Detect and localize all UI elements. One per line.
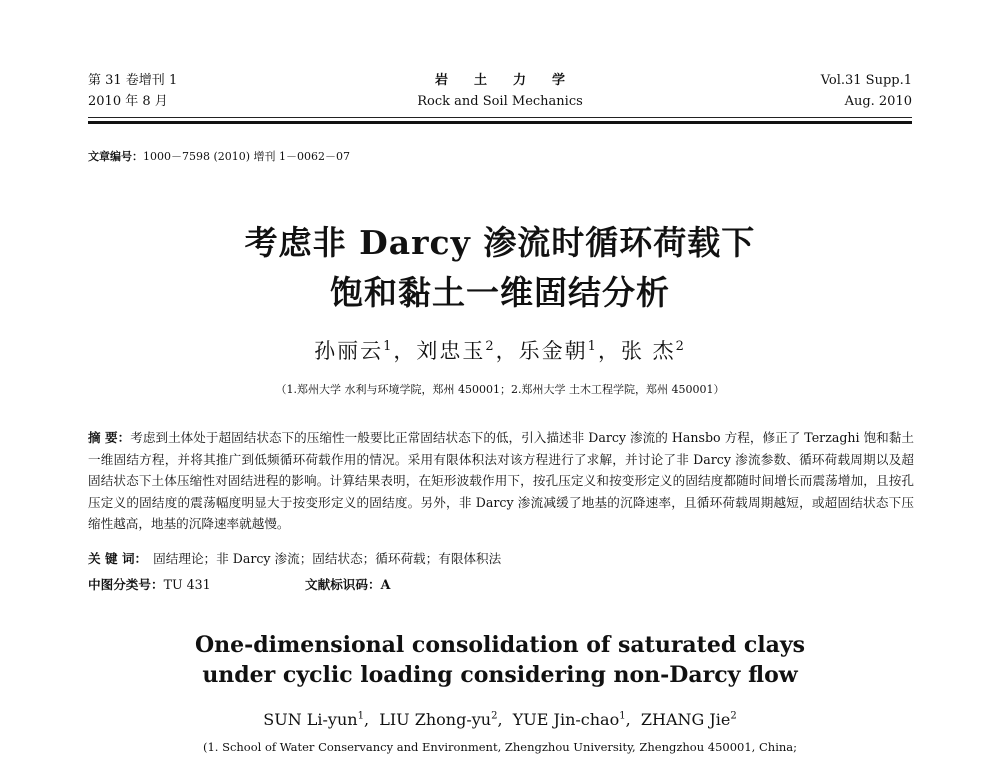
clc-number: [88, 574, 211, 593]
volume-issue-cn: 第 31 卷增刊 1: [88, 73, 178, 88]
header-right: [821, 70, 912, 112]
title-en-line1: One-dimensional consolidation of saturated clays: [194, 632, 806, 658]
author-cn-aff: 2: [485, 339, 496, 354]
volume-issue-en: Vol.31 Supp.1: [820, 73, 912, 88]
author-en-name: YUE Jin-chao: [512, 710, 620, 729]
header-rule-thick: [88, 121, 912, 124]
journal-name-cn: 岩土力学: [434, 73, 591, 88]
author-en-aff: 2: [491, 710, 498, 722]
author-cn-sep: ，: [597, 339, 621, 363]
author-cn-aff: 1: [587, 339, 598, 354]
abstract-label: 摘 要：: [88, 430, 131, 445]
affiliation-cn: （1.郑州大学 水利与环境学院，郑州 450001；2.郑州大学 土木工程学院，郑州 450001）: [275, 383, 725, 396]
document-code-label: 文献标识码：: [305, 577, 381, 592]
date-en: Aug. 2010: [844, 94, 912, 109]
article-number-value: 1000－7598 (2010) 增刊 1－0062－07: [143, 150, 351, 163]
author-cn-aff: 1: [383, 339, 394, 354]
affiliation-en: (1. School of Water Conservancy and Environment, Zhengzhou University, Zhengzhou 450001, China;: [202, 740, 798, 754]
clc-label: 中图分类号：: [88, 577, 164, 592]
title-en-line2: under cyclic loading considering non-Darcy flow: [202, 662, 798, 688]
author-en-aff: 1: [357, 710, 364, 722]
author-en-aff: 2: [730, 710, 737, 722]
document-code-value: A: [380, 577, 391, 592]
journal-name-en: Rock and Soil Mechanics: [417, 94, 583, 109]
author-cn-sep: ，: [393, 339, 417, 363]
author-en-name: SUN Li-yun: [263, 710, 358, 729]
title-en: [0, 630, 1000, 690]
header-rule-thin: [88, 117, 912, 118]
abstract-cn: [88, 427, 914, 535]
author-cn-name: 刘忠玉: [416, 339, 486, 363]
author-cn-name: 张 杰: [620, 339, 676, 363]
keywords-text: 固结理论；非 Darcy 渗流；固结状态；循环荷载；有限体积法: [153, 551, 502, 566]
keywords-cn: [88, 548, 501, 567]
author-cn-name: 孙丽云: [314, 339, 384, 363]
author-en-sep: ,: [625, 710, 641, 729]
author-cn-name: 乐金朝: [518, 339, 588, 363]
title-cn-line2: 饱和黏土一维固结分析: [330, 273, 670, 312]
article-number: [88, 148, 350, 164]
author-en-aff: 1: [619, 710, 626, 722]
author-en-sep: ,: [497, 710, 513, 729]
abstract-text: 考虑到土体处于超固结状态下的压缩性一般要比正常固结状态下的低，引入描述非 Darcy 渗流的 Hansbo 方程，修正了 Terzaghi 饱和黏土一维固结方程，并将其推广到低频循环荷载作用的情况。采用有限体积法对该方程进行了求解，并讨论了非 Darcy 渗流参数、循环荷载周期以及超固结状态下土体压缩性对固结进程的影响。计算结果表明，在矩形波载作用下，按孔压定义和按变形定义的固结度都随时间增长而震荡增加，且按孔压定义的固结度的震荡幅度明显大于按变形定义的固结度。另外，非 Darcy 渗流减缓了地基的沉降速率，且循环荷载周期越短，或超固结状态下压缩性越高，地基的沉降速率就越慢。: [88, 430, 914, 531]
clc-value: TU 431: [163, 577, 211, 592]
title-cn-line1: 考虑非 Darcy 渗流时循环荷载下: [244, 223, 756, 262]
author-en-name: ZHANG Jie: [640, 710, 731, 729]
date-cn: 2010 年 8 月: [88, 94, 168, 109]
author-cn-sep: ，: [495, 339, 519, 363]
keywords-label: 关 键 词：: [88, 551, 148, 566]
title-cn: [0, 218, 1000, 318]
article-number-label: 文章编号：: [88, 150, 143, 163]
document-code: [305, 574, 390, 593]
author-cn-aff: 2: [675, 339, 686, 354]
authors-cn: [0, 335, 1000, 365]
author-en-name: LIU Zhong-yu: [379, 710, 492, 729]
authors-en: [0, 710, 1000, 729]
author-en-sep: ,: [363, 710, 380, 729]
